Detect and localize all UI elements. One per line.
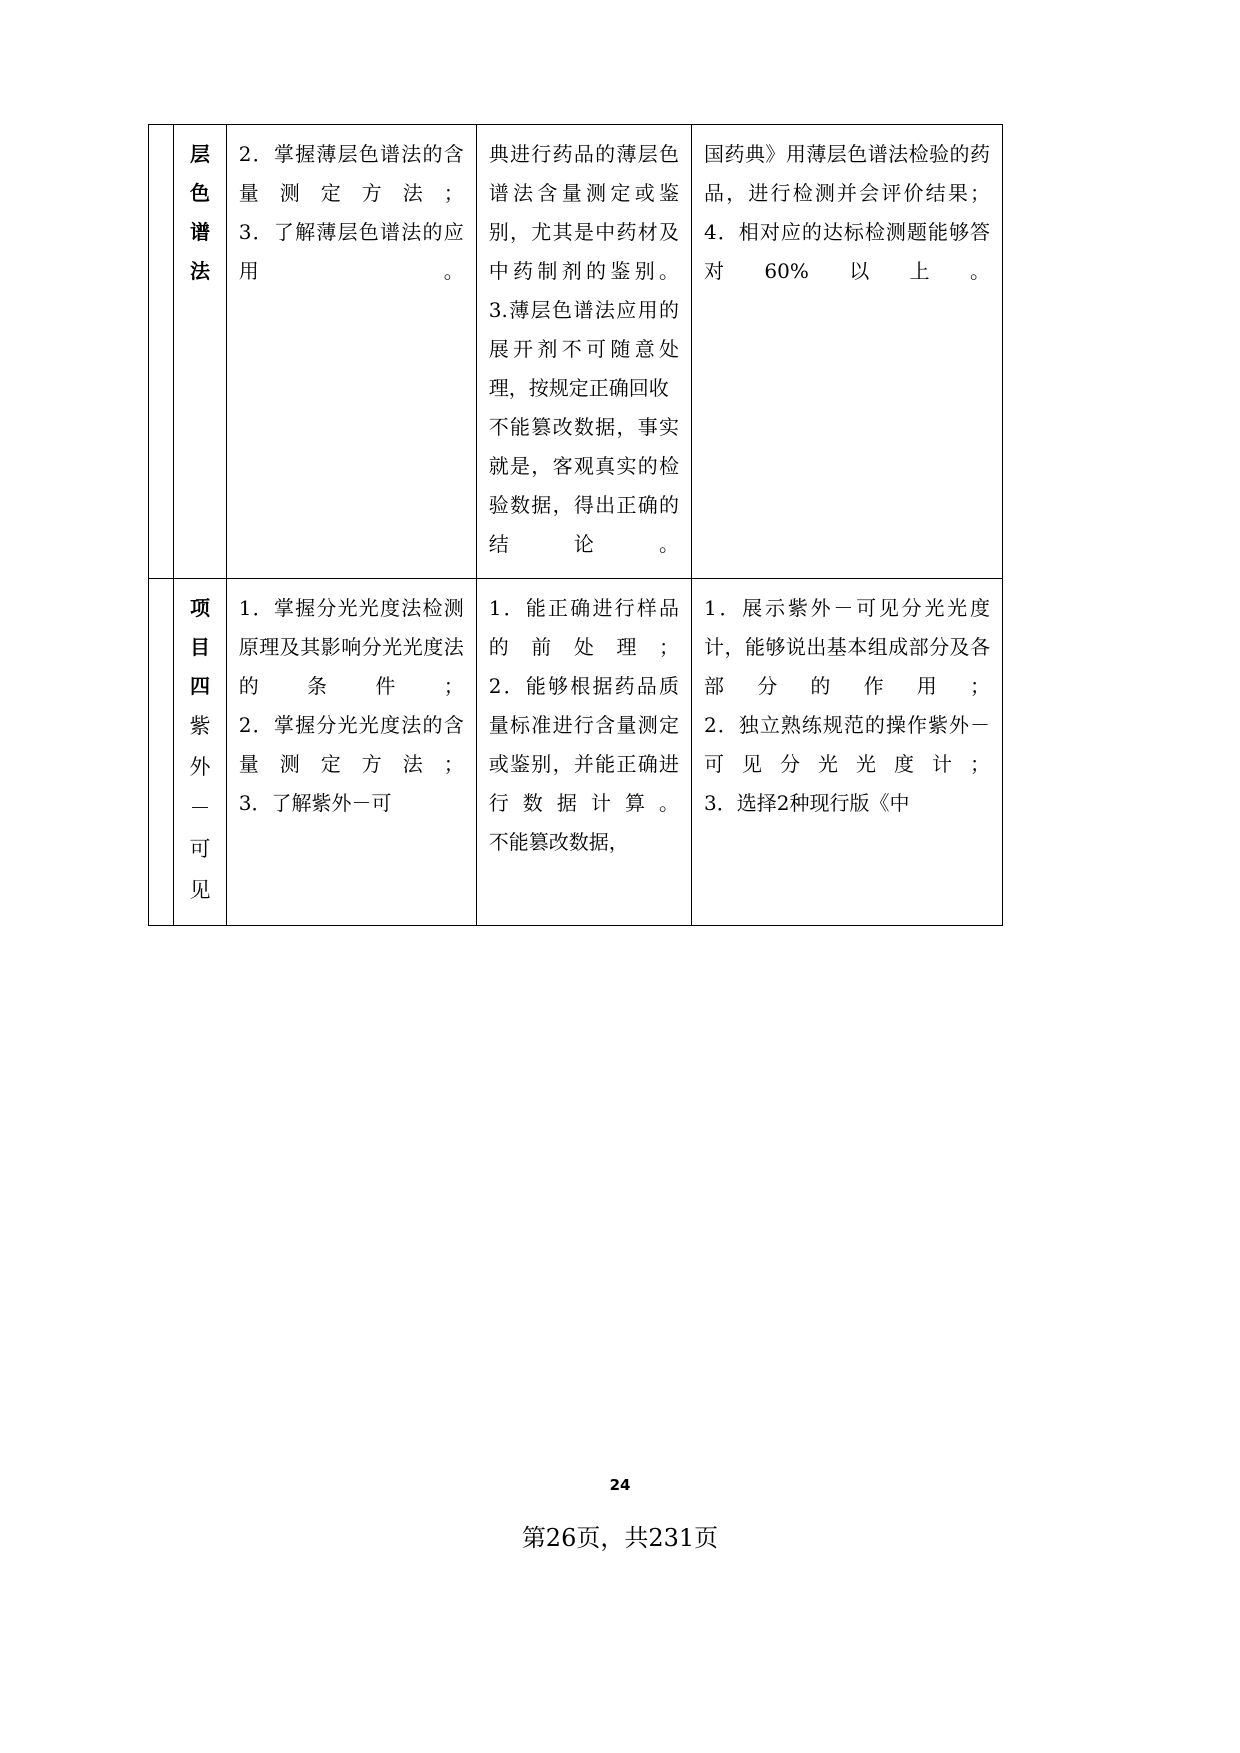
row-knowledge-cell <box>226 125 476 579</box>
label-char: － <box>189 795 211 820</box>
page-number: 24 <box>609 1476 631 1494</box>
paragraph: 3．选择2种现行版《中 <box>704 791 910 815</box>
paragraph: 2．独立熟练规范的操作紫外－可见分光光度计； <box>704 713 990 776</box>
paragraph: 2．能够根据药品质量标准进行含量测定或鉴别，并能正确进行数据计算。 <box>488 674 680 815</box>
row-label-cell <box>174 125 227 579</box>
label-char: 层 <box>189 142 210 166</box>
paragraph: 2．掌握分光光度法的含量测定方法； <box>238 713 464 776</box>
table-row <box>149 125 1003 579</box>
paragraph: 3．了解薄层色谱法的应用。 <box>238 220 464 283</box>
row-label-cell <box>174 579 227 926</box>
paragraph: 1．展示紫外－可见分光光度计，能够说出基本组成部分及各部分的作用； <box>704 596 990 698</box>
label-char: 四 <box>189 674 210 698</box>
content-table <box>148 124 1003 926</box>
table-body <box>149 125 1003 926</box>
row-spacer-cell <box>149 125 174 579</box>
label-char: 目 <box>189 635 210 659</box>
paragraph: 典进行药品的薄层色谱法含量测定或鉴别，尤其是中药材及中药制剂的鉴别。 <box>488 142 680 283</box>
row-knowledge-cell <box>226 579 476 926</box>
row-skill-cell <box>476 579 691 926</box>
paragraph: 不能篡改数据，事实就是，客观真实的检验数据，得出正确的结论。 <box>488 415 680 556</box>
paragraph: 国药典》用薄层色谱法检验的药品，进行检测并会评价结果； <box>704 142 990 205</box>
row-spacer-cell <box>149 579 174 926</box>
paragraph: 1．能正确进行样品的前处理； <box>488 596 680 659</box>
paragraph: 1．掌握分光光度法检测原理及其影响分光光度法的条件； <box>238 596 464 698</box>
label-char: 项 <box>189 596 210 620</box>
label-char: 法 <box>189 259 210 283</box>
paragraph: 2．掌握薄层色谱法的含量测定方法； <box>238 142 464 205</box>
row-assessment-cell <box>692 579 1003 926</box>
label-char: 谱 <box>189 220 210 244</box>
row-skill-cell <box>476 125 691 579</box>
paragraph: 4．相对应的达标检测题能够答对60%以上。 <box>704 220 990 283</box>
paragraph: 3．了解紫外－可 <box>238 791 392 815</box>
table-row <box>149 579 1003 926</box>
paragraph: 3.薄层色谱法应用的展开剂不可随意处理，按规定正确回收 <box>488 298 680 400</box>
label-char: 色 <box>189 181 210 205</box>
label-char: 可 <box>189 836 211 861</box>
row-assessment-cell <box>692 125 1003 579</box>
label-char: 见 <box>189 877 211 902</box>
label-char: 外 <box>189 754 211 779</box>
page-footer: 第26页，共231页 <box>521 1524 719 1552</box>
paragraph: 不能篡改数据， <box>488 830 629 854</box>
label-char: 紫 <box>189 714 211 738</box>
